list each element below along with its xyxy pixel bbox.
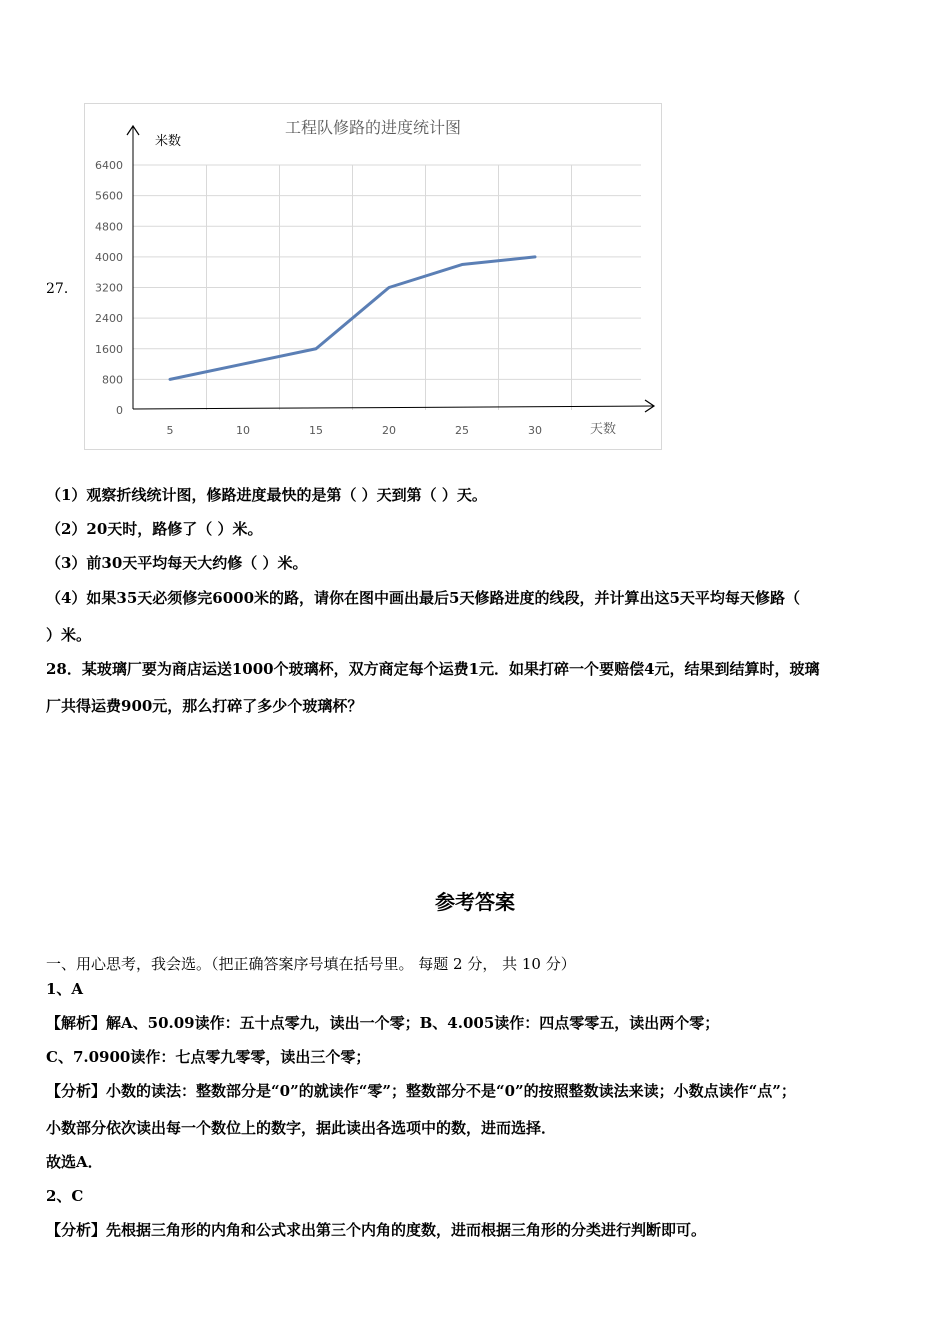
- answer-1-choice: 故选A．: [46, 1153, 103, 1171]
- y-tick-0: 0: [116, 404, 123, 417]
- answers-section1: 一、用心思考，我会选。（把正确答案序号填在括号里。 每题 2 分， 共 10 分）: [46, 955, 576, 973]
- x-tick-25: 25: [455, 424, 469, 437]
- y-tick-2400: 2400: [95, 312, 123, 326]
- x-tick-20: 20: [382, 424, 396, 437]
- answer-1-fenxi-line2: 小数部分依次读出每一个数位上的数字，据此读出各选项中的数，进而选择．: [46, 1119, 557, 1137]
- q27-sub4-line2: ）米。: [46, 626, 92, 644]
- q27-sub4-line1: （4）如果35天必须修完6000米的路，请你在图中画出最后5天修路进度的线段，并计算出这5天平均每天修路（: [46, 589, 800, 607]
- answer-1-jiexi: 【解析】解A、50.09读作：五十点零九，读出一个零；B、4.005读作：四点零零五，读出两个零；: [46, 1014, 720, 1032]
- x-axis-label: 天数: [590, 422, 617, 437]
- answer-2-fenxi: 【分析】先根据三角形的内角和公式求出第三个内角的度数，进而根据三角形的分类进行判断即可。: [46, 1221, 707, 1239]
- q27-sub1: （1）观察折线统计图，修路进度最快的是第（ ）天到第（ ）天。: [46, 486, 487, 504]
- y-tick-4000: 4000: [95, 250, 123, 264]
- x-tick-10: 10: [236, 424, 250, 437]
- q28-line2: 厂共得运费900元，那么打碎了多少个玻璃杯？: [46, 697, 363, 715]
- question-27-number: 27．: [46, 281, 78, 297]
- x-tick-30: 30: [528, 424, 542, 437]
- x-tick-5: 5: [166, 424, 174, 437]
- y-tick-800: 800: [102, 373, 123, 387]
- chart-svg: [85, 104, 661, 449]
- line-chart: [84, 103, 662, 450]
- y-axis-label: 米数: [155, 134, 182, 149]
- x-tick-15: 15: [309, 424, 323, 437]
- answer-1-fenxi-line1: 【分析】小数的读法：整数部分是“0”的就读作“零”；整数部分不是“0”的按照整数读法来读；小数点读作“点”；: [46, 1082, 796, 1100]
- q27-sub3: （3）前30天平均每天大约修（ ）米。: [46, 554, 308, 572]
- y-tick-1600: 1600: [95, 342, 123, 356]
- y-tick-4800: 4800: [95, 220, 123, 234]
- tick-labels: [95, 159, 542, 437]
- chart-title: 工程队修路的进度统计图: [284, 118, 462, 137]
- answer-1-c: C、7.0900读作：七点零九零零，读出三个零；: [46, 1048, 371, 1066]
- q27-sub2: （2）20天时，路修了（ ）米。: [46, 520, 263, 538]
- x-axis: [133, 406, 653, 409]
- y-tick-5600: 5600: [95, 189, 123, 203]
- answers-heading: 参考答案: [435, 890, 515, 914]
- y-tick-6400: 6400: [95, 159, 123, 172]
- y-tick-3200: 3200: [95, 281, 123, 295]
- answer-2: 2、C: [46, 1187, 84, 1205]
- answer-1: 1、A: [46, 980, 84, 998]
- q28-line1: 28．某玻璃厂要为商店运送1000个玻璃杯，双方商定每个运费1元．如果打碎一个要赔偿4元，结果到结算时，玻璃: [46, 660, 820, 678]
